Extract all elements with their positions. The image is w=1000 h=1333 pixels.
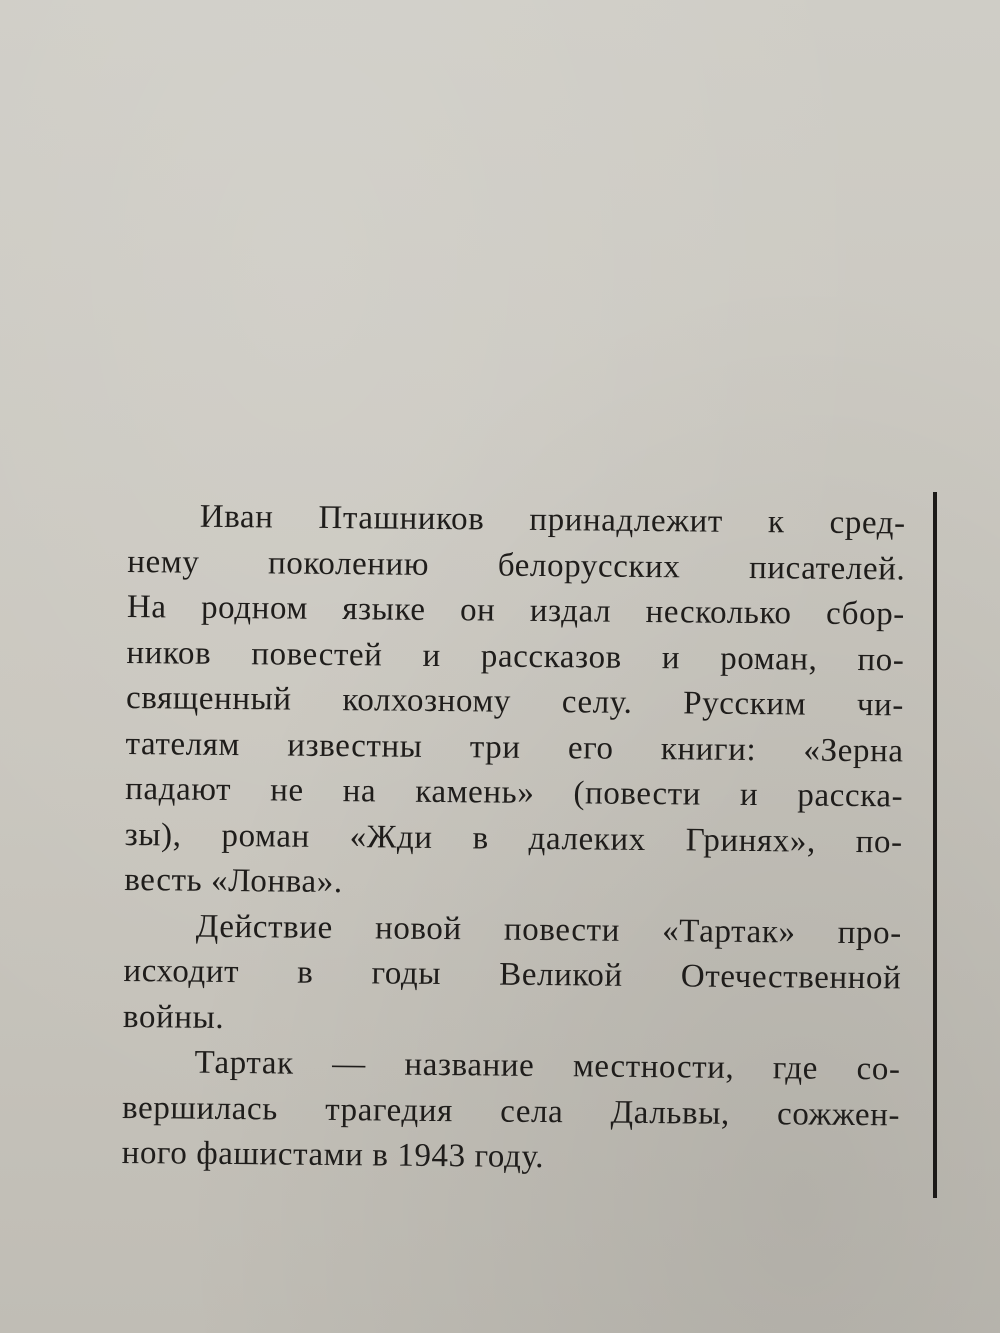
paragraph-author: [124, 494, 906, 911]
text-line: Иван Пташников принадлежит к сред-: [199, 498, 906, 542]
vertical-rule: [933, 492, 937, 1198]
text-line: Действие новой повести «Тартак» про-: [195, 908, 902, 951]
text-line: На родном языке он издал несколько сбор-: [126, 588, 906, 633]
text-line: ного фашистами в 1943 году.: [121, 1134, 545, 1176]
paragraph-story-setting: [123, 903, 902, 1047]
text-line: нему поколению белорусских писателей.: [127, 543, 906, 587]
book-annotation: [121, 494, 906, 1184]
text-line: священный колхозному селу. Русским чи-: [125, 679, 905, 724]
text-line: ников повестей и рассказов и роман, по-: [126, 634, 905, 678]
text-line: исходит в годы Великой Отечественной: [123, 952, 902, 997]
text-line: Тартак — название местности, где со-: [194, 1044, 901, 1088]
text-line: весть «Лонва».: [124, 861, 343, 901]
text-line: зы), роман «Жди в далеких Гринях», по-: [124, 816, 903, 860]
text-line: войны.: [122, 998, 225, 1036]
paragraph-tartak-meaning: [121, 1040, 900, 1184]
text-line: падают не на камень» (повести и расска-: [124, 770, 904, 815]
text-line: вершилась трагедия села Дальвы, сожжен-: [121, 1089, 901, 1133]
text-line: тателям известны три его книги: «Зерна: [125, 725, 904, 769]
